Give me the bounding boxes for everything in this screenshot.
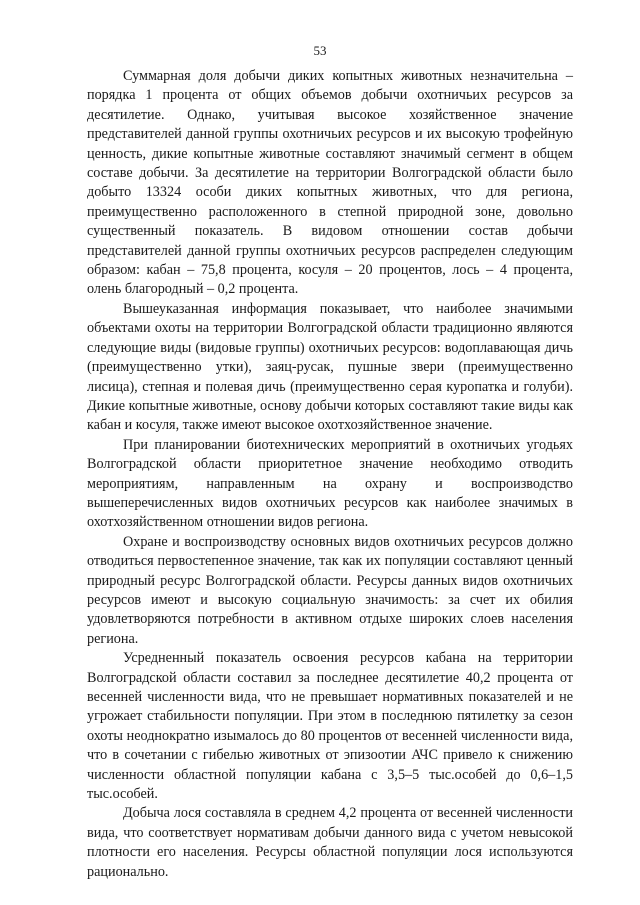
paragraph: Добыча лося составляла в среднем 4,2 процента от весенней численности вида, что соответствует нормативам добычи данного вида с учетом невысокой плотности его населения. Ресурсы областной популяции лося используются рационально. [87,805,573,880]
paragraph: При планировании биотехнических мероприятий в охотничьих угодьях Волгоградской области приоритетное значение необходимо отводить мероприятиям, направленным на охрану и воспроизводство вышеперечисленных видов охотничьих ресурсов как наиболее значимых в охотхозяйственном отношении видов региона. [87,436,573,531]
paragraph: Вышеуказанная информация показывает, что наиболее значимыми объектами охоты на территории Волгоградской области традиционно являются следующие виды (видовые группы) охотничьих ресурсов: водоплавающая дичь (преимущественно утки), заяц-русак, пушные звери (преимущественно лисица), степная и полевая дичь (преимущественно серая куропатка и голуби). Дикие копытные животные, основу добычи которых составляют такие виды как кабан и косуля, также имеют высокое охотхозяйственное значение. [87,300,573,434]
paragraph: Усредненный показатель освоения ресурсов кабана на территории Волгоградской области составил за последнее десятилетие 40,2 процента от весенней численности вида, что не превышает нормативных показателей и не угрожает стабильности популяции. При этом в последнюю пятилетку за сезон охоты неоднократно изымалось до 80 процентов от весенней численности вида, что в сочетании с гибелью животных от эпизоотии АЧС привело к снижению численности областной популяции кабана с 3,5–5 тыс.особей до 0,6–1,5 тыс.особей. [87,650,573,803]
paragraph: Суммарная доля добычи диких копытных животных незначительна – порядка 1 процента от общих объемов добычи охотничьих ресурсов за десятилетие. Однако, учитывая высокое хозяйственное значение представителей данной группы охотничьих ресурсов и их высокую трофейную ценность, дикие копытные животные составляют значимый сегмент в общем составе добычи. За десятилетие на территории Волгоградской области было добыто 13324 особи диких копытных животных, что для региона, преимущественно расположенного в степной природной зоне, довольно существенный показатель. В видовом отношении состав добычи представителей данной группы охотничьих ресурсов распределен следующим образом: кабан – 75,8 процента, косуля – 20 процентов, лось – 4 процента, олень благородный – 0,2 процента. [87,68,573,298]
document-body [87,67,573,882]
page-number: 53 [313,43,327,58]
paragraph: Охране и воспроизводству основных видов охотничьих ресурсов должно отводиться первостепенное значение, так как их популяции составляют ценный природный ресурс Волгоградской области. Ресурсы данных видов охотничьих ресурсов имеют и высокую социальную значимость: за счет их обилия удовлетворяются потребности в активном отдыхе широких слоев населения региона. [87,533,573,647]
